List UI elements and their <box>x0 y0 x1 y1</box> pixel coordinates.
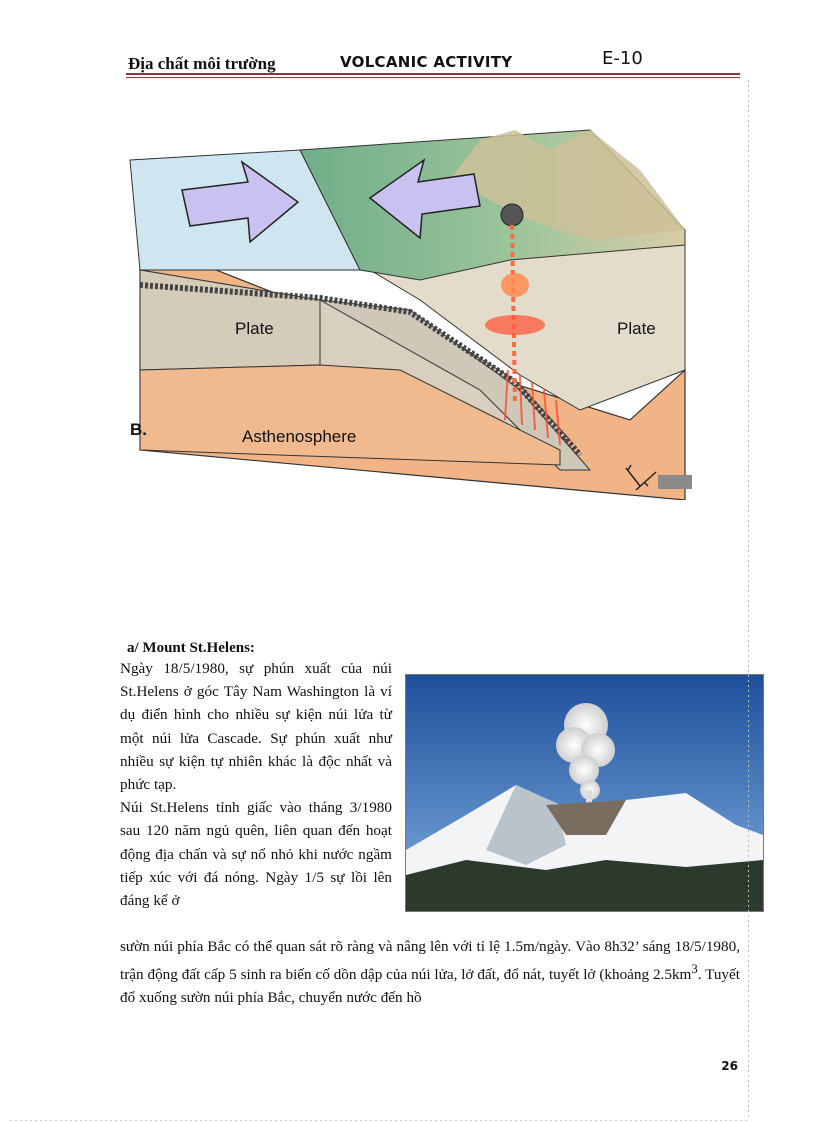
magma-chamber-upper <box>501 273 529 297</box>
legend-swatch <box>658 475 692 489</box>
page-number: 26 <box>721 1059 738 1073</box>
mount-st-helens-photo <box>405 674 764 912</box>
margin-guide-bottom <box>10 1120 750 1121</box>
paragraph-2-text-b: . Tuyết đổ xuống sườn núi phía Bắc, chuyển nước đến hồ <box>120 966 740 1007</box>
section-title: a/ Mount St.Helens: <box>127 640 255 656</box>
header-rule-thin <box>126 77 740 78</box>
subduction-diagram <box>120 120 700 500</box>
label-plate-left: Plate <box>235 319 274 338</box>
magma-chamber-lower <box>485 315 545 335</box>
label-panel: B. <box>130 420 147 439</box>
header-chapter-title: VOLCANIC ACTIVITY <box>340 53 513 71</box>
paragraph-wrapped <box>120 657 392 912</box>
label-plate-right: Plate <box>617 319 656 338</box>
paragraph-2-text-a: sườn núi phía Bắc có thể quan sát rõ ràng và nâng lên với tỉ lệ 1.5m/ngày. Vào 8h32’ sáng 18/5/1980, trận động đất cấp 5 sinh ra biến cố dồn dập của núi lửa, lở đất, đổ nát, tuyết lở (khoảng 2.5km <box>120 938 740 984</box>
label-asthenosphere: Asthenosphere <box>242 427 357 446</box>
header-subject: Địa chất môi trường <box>128 54 276 73</box>
forest-foreground <box>406 860 763 911</box>
header-code: E-10 <box>602 48 643 69</box>
header-rule-thick <box>126 73 740 75</box>
volcano-photo-illustration <box>406 675 763 911</box>
paragraph-2-continuation <box>120 935 740 1010</box>
volcano-summit <box>501 204 523 226</box>
paragraph-2-start: Núi St.Helens tỉnh giấc vào tháng 3/1980 sau 120 năm ngủ quên, liên quan đến hoạt động địa chấn và sự nổ nhỏ khi nước ngầm tiếp xúc với đá nóng. Ngày 1/5 sự lồi lên đáng kể ở <box>120 799 392 910</box>
margin-guide-right <box>748 80 749 1120</box>
superscript-cubed: 3 <box>691 962 698 977</box>
paragraph-1: Ngày 18/5/1980, sự phún xuất của núi St.Helens ở góc Tây Nam Washington là ví dụ điển hình cho nhiều sự kiện núi lửa từ một núi lửa Cascade. Sự phún xuất như nhiều sự kiện tự nhiên khác là độc nhất và phức tạp. <box>120 660 392 794</box>
